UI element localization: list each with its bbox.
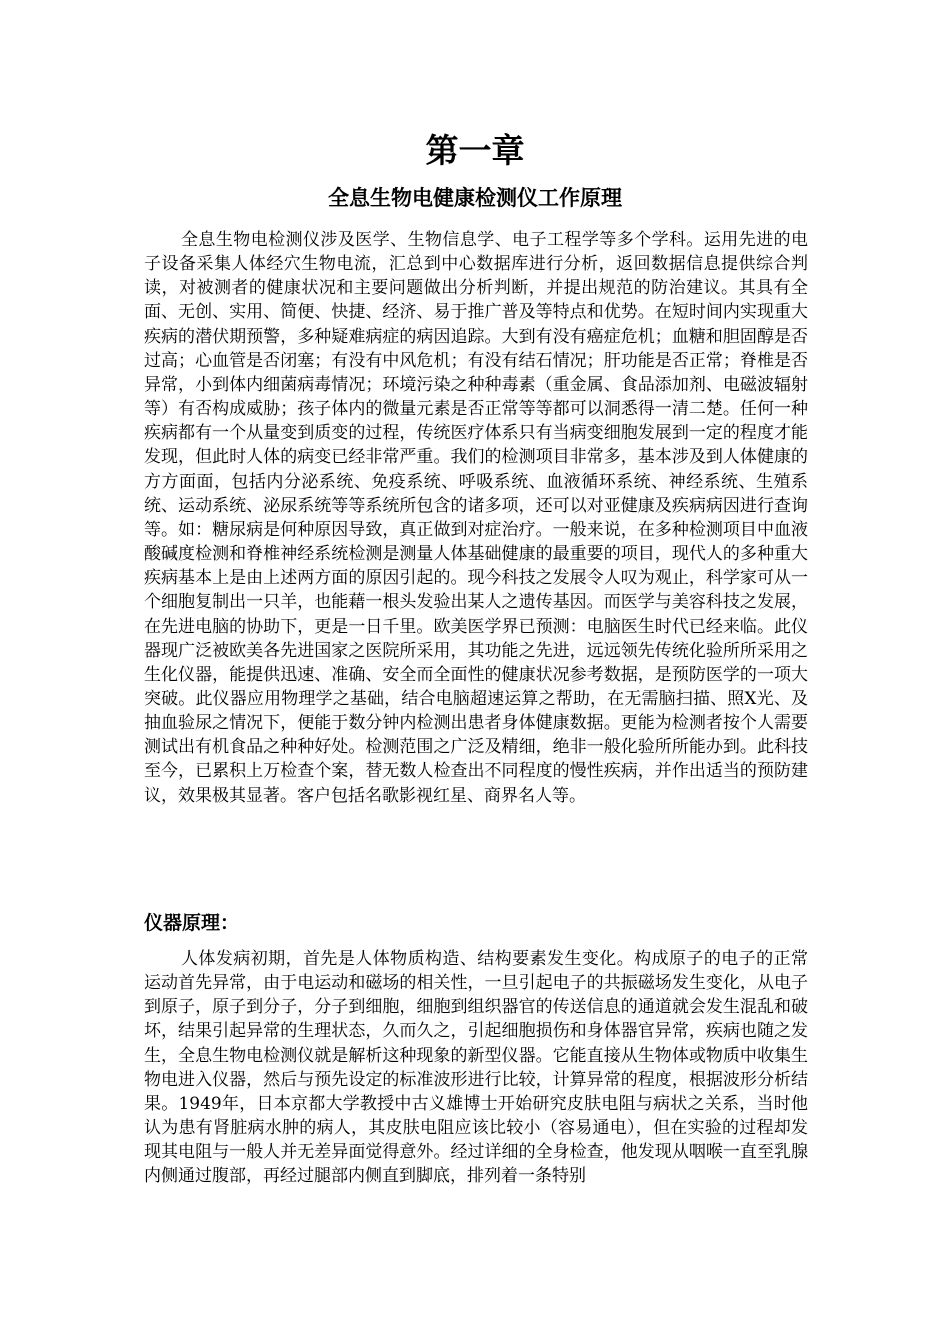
principle-heading: 仪器原理：: [144, 912, 240, 934]
principle-paragraph: 人体发病初期，首先是人体物质构造、结构要素发生变化。构成原子的电子的正常运动首先异常，由于电运动和磁场的相关性，一旦引起电子的共振磁场发生变化，从电子到原子，原子到分子，分子到细胞，细胞到组织器官的传送信息的通道就会发生混乱和破坏，结果引起异常的生理状态，久而久之，引起细胞损伤和身体器官异常，疾病也随之发生，全息生物电检测仪就是解析这种现象的新型仪器。它能直接从生物体或物质中收集生物电进入仪器，然后与预先设定的标准波形进行比较，计算异常的程度，根据波形分析结果。1949年，日本京都大学教授中古义雄博士开始研究皮肤电阻与病状之关系，当时他认为患有肾脏病水肿的病人，其皮肤电阻应该比较小（容易通电），但在实验的过程却发现其电阻与一般人并无差异面觉得意外。经过详细的全身检查，他发现从咽喉一直至乳腺内侧通过腹部，再经过腿部内侧直到脚底，排列着一条特别: [144, 949, 808, 1187]
intro-paragraph: 全息生物电检测仪涉及医学、生物信息学、电子工程学等多个学科。运用先进的电子设备采集人体经穴生物电流，汇总到中心数据库进行分析，返回数据信息提供综合判读，对被测者的健康状况和主要问题做出分析判断，并提出规范的防治建议。其具有全面、无创、实用、简便、快捷、经济、易于推广普及等特点和优势。在短时间内实现重大疾病的潜伏期预警，多种疑难病症的病因追踪。大到有没有癌症危机；血糖和胆固醇是否过高；心血管是否闭塞；有没有中风危机；有没有结石情况；肝功能是否正常；脊椎是否异常，小到体内细菌病毒情况；环境污染之种种毒素（重金属、食品添加剂、电磁波辐射等）有否构成威胁；孩子体内的微量元素是否正常等等都可以洞悉得一清二楚。任何一种疾病都有一个从量变到质变的过程，传统医疗体系只有当病变细胞发展到一定的程度才能发现，但此时人体的病变已经非常严重。我们的检测项目非常多，基本涉及到人体健康的方方面面，包括内分泌系统、免疫系统、呼吸系统、血液循环系统、神经系统、生殖系统、运动系统、泌尿系统等等系统所包含的诸多项，还可以对亚健康及疾病病因进行查询等。如：糖尿病是何种原因导致，真正做到对症治疗。一般来说，在多种检测项目中血液酸碱度检测和脊椎神经系统检测是测量人体基础健康的最重要的项目，现代人的多种重大疾病基本上是由上述两方面的原因引起的。现今科技之发展令人叹为观止，科学家可从一个细胞复制出一只羊，也能藉一根头发验出某人之遗传基因。而医学与美容科技之发展，在先进电脑的协助下，更是一日千里。欧美医学界已预测：电脑医生时代已经来临。此仪器现广泛被欧美各先进国家之医院所采用，其功能之先进，远远领先传统化验所所采用之生化仪器，能提供迅速、准确、安全而全面性的健康状况参考数据，是预防医学的一项大突破。此仪器应用物理学之基础，结合电脑超速运算之帮助，在无需脑扫描、照X光、及抽血验尿之情况下，便能于数分钟内检测出患者身体健康数据。更能为检测者按个人需要测试出有机食品之种种好处。检测范围之广泛及精细，绝非一般化验所所能办到。此科技至今，已累积上万检查个案，替无数人检查出不同程度的慢性疾病，并作出适当的预防建议，效果极其显著。客户包括名歌影视红星、商界名人等。: [144, 230, 808, 806]
section-title: 全息生物电健康检测仪工作原理: [328, 185, 622, 210]
chapter-title: 第一章: [425, 131, 525, 170]
